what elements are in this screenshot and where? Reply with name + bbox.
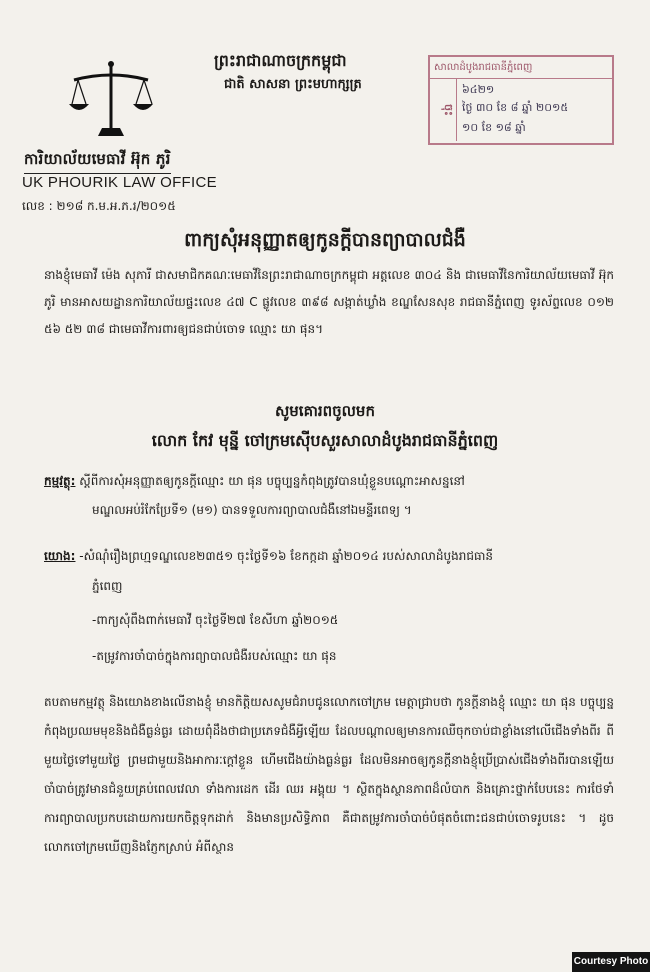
scales-of-justice-logo xyxy=(68,58,154,140)
stamp-number: ៦៤២១ xyxy=(462,83,495,96)
reference-text-2: ភ្នំពេញ xyxy=(92,579,123,593)
reference-number: លេខ : ២១៨ ក.ម.អ.ភ.រ/២០១៥ xyxy=(22,199,176,213)
document-title: ពាក្យសុំអនុញ្ញាតឲ្យកូនក្តីបានព្យាបាលជំងឺ xyxy=(184,229,466,251)
subject-text-1: ស្តីពីការសុំអនុញ្ញាតឲ្យកូនក្តីឈ្មោះ យា ផុន បច្ចុប្បន្នកំពុងត្រូវបានឃុំខ្លួនបណ្តោះអាសន្ននៅ xyxy=(79,474,465,488)
stamp-date: ១០ ខែ ១៨ ឆ្នាំ xyxy=(462,121,526,134)
court-received-stamp xyxy=(428,55,614,145)
stamp-court-name: សាលាដំបូងរាជធានីភ្នំពេញ xyxy=(430,57,612,79)
subject-text-2: មណ្ឌលអប់រំកែប្រែទី១ (ម១) បានទទួលការព្យាបាលជំងឺនៅឯមន្ទីរពេទ្យ ។ xyxy=(92,503,412,517)
reference-text-1: -សំណុំរឿងព្រហ្មទណ្ឌលេខ២៣៥១ ចុះថ្ងៃទី១៦ ខែកក្កដា ឆ្នាំ២០១៤ របស់សាលាដំបូងរាជធានី xyxy=(79,549,494,563)
body-paragraph: តបតាមកម្មវត្ថុ និងយោងខាងលើនាងខ្ញុំ មានកិត្តិយសសូមជំរាបជូនលោកចៅក្រម មេត្តាជ្រាបថា កូនក្តីនាងខ្ញុំ ឈ្មោះ យា ផុន បច្ចុប្បន្នកំពុងប្រឈមមុខនិងជំងឺធ្ងន់ធ្ងរ ដោយពុំដឹងថាជាប្រភេទជំងឺអ្វីឡើយ ដែលបណ្តាលឲ្យមានការឈឺចុកចាប់ជាខ្លាំងនៅលើជើងទាំងពីរ ពីមួយថ្ងៃទៅមួយថ្ងៃ ព្រមជាមួយនិងអាការៈក្តៅខ្លួន ហើមជើងយ៉ាងធ្ងន់ធ្ងរ ដែលមិនអាចឲ្យកូនក្តីនាងខ្ញុំប្រើប្រាស់ជើងទាំងពីរបានឡើយ ចាំបាច់ត្រូវមានជំនួយគ្រប់ពេលវេលា ទាំងការដេក ដើរ ឈរ អង្គុយ ។ ស្ថិតក្នុងស្ថានភាពដ៏លំបាក និងគ្រោះថ្នាក់បែបនេះ ការថែទាំ ការព្យាបាលប្រកបដោយការយកចិត្តទុកដាក់ និងមានប្រសិទ្ធិភាព គឺជាតម្រូវការចាំបាច់បំផុតចំពោះជនជាប់ចោទរូបនេះ ។ ដូចលោកចៅក្រមឃើញនិងភ្ញែកស្រាប់ អំពីស្ថាន xyxy=(44,695,614,854)
office-name-khmer: ការិយាល័យមេធាវី អ៊ុក ភូរិ xyxy=(24,150,171,174)
stamp-received: ថ្ងៃ ៣០ ខែ ៨ ឆ្នាំ ២០១៥ xyxy=(462,101,569,114)
kingdom-heading: ព្រះរាជាណាចក្រកម្ពុជា xyxy=(214,51,347,70)
intro-paragraph: នាងខ្ញុំមេធាវី ម៉េង សុភារី ជាសមាជិកគណៈមេធាវីនៃព្រះរាជាណាចក្រកម្ពុជា អត្តលេខ ៣០៤ និង ជាមេធាវីនៃការិយាល័យមេធាវី អ៊ុក ភូរិ មានអាសយដ្ឋានការិយាល័យផ្ទះលេខ ៤៧ C ផ្លូវលេខ ៣៩៨ សង្កាត់ឃ្លាំង ខណ្ឌសែនសុខ រាជធានីភ្នំពេញ ទូរស័ព្ទលេខ ០១២ ៥៦ ៥២ ៣៨ ជាមេធាវីការពារឲ្យជនជាប់ចោទ ឈ្មោះ យា ផុន។ xyxy=(44,268,614,336)
addressee: លោក កែវ មុន្នី ចៅក្រមស៊ើបសួរសាលាដំបូងរាជធានីភ្នំពេញ xyxy=(151,431,499,450)
national-motto: ជាតិ សាសនា ព្រះមហាក្សត្រ xyxy=(224,77,362,92)
reference-line-1 xyxy=(44,548,493,566)
subject-line-1 xyxy=(44,473,465,491)
reference-text-3: -ពាក្យសុំពឹងពាក់មេធាវី ចុះថ្ងៃទី២៧ ខែសីហា ឆ្នាំ២០១៥ xyxy=(92,613,339,627)
greeting: សូមគោរពចូលមក xyxy=(275,402,375,420)
reference-label: យោង: xyxy=(44,549,76,563)
reference-text-4: -តម្រូវការចាំបាច់ក្នុងការព្យាបាលជំងឺរបស់ឈ្មោះ យា ផុន xyxy=(92,649,337,663)
stamp-side-label: ចុះ xyxy=(430,79,457,141)
subject-label: កម្មវត្ថុ: xyxy=(44,474,76,488)
photo-credit: Courtesy Photo xyxy=(572,952,650,972)
office-name-english: UK PHOURIK LAW OFFICE xyxy=(22,174,217,191)
